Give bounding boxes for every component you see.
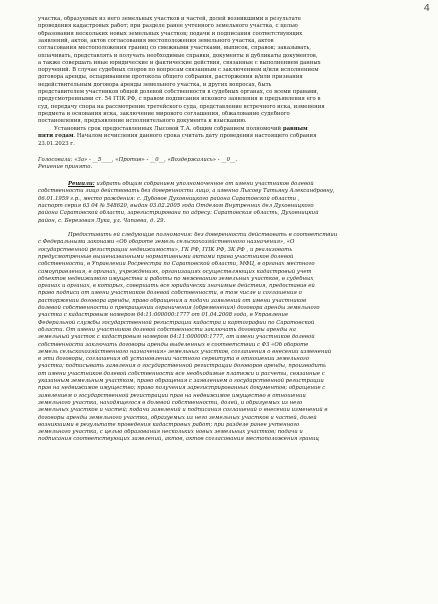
powers-line: участка с кадастровым номером 64:11:000000:1777 от 01.04.2008 года, в Управление	[38, 312, 289, 319]
powers-line: предусмотренные вышеназванными нормативными актами права участников долевой	[38, 253, 294, 260]
powers-line: долевой собственности о прекращении ограничения (обременения) договора аренды земельного	[38, 305, 320, 311]
paragraph-1-line: а также совершать иные юридические и фактические действия, связанные с выполнением данных	[38, 59, 321, 66]
powers-line: земельный участок с кадастровым номером 64:11:000000:1777, от имени участников долевой	[38, 334, 315, 341]
powers-line: земель сельскохозяйственного назначения» земельных участков, соглашения о внесении изменений	[38, 348, 332, 355]
powers-line: земельного участка, с целью образования нескольких новых земельных участков; подачи и	[38, 429, 303, 436]
term-date: 23.01.2023 г.	[38, 140, 75, 147]
term-indent: Установить срок предоставленных Лысовой Т.А. общим собранием полномочий	[54, 126, 282, 132]
decision-line	[38, 188, 418, 195]
decision-text: района Саратовской области, зарегистрирована по адресу: Саратовская область, Духовницкий	[38, 210, 319, 217]
powers-line: объектов недвижимого имущества и работы по межеванию земельных участков, в судебных	[38, 275, 314, 282]
decision-text: собственности лицо действовать без доверенности лицо, а именно Лысову Татьяну Александровну,	[38, 188, 335, 195]
paragraph-1-line: недействительным договора аренды земельного участка, и других вопросах, быть	[38, 81, 272, 88]
paragraph-1-line: предусмотренными ст. 54 ГПК РФ, с правом подписания искового заявления и предъявления его в	[38, 96, 321, 103]
powers-line: участка; подписывать заявления о государственной регистрации договоров аренды, производить	[38, 363, 326, 370]
powers-line: расторжении договора аренды, право обращения и подачи заявлений от имени участников	[38, 297, 307, 304]
paragraph-1-line: постановления, предъявление исполнительного документа к взысканию.	[38, 118, 247, 125]
paragraph-1-line: поручений. В случае судебных споров по вопросам связанным с заключением и/или исполнением	[38, 67, 319, 74]
paragraph-1-line: участка, образуемых из него земельных участков и частей, долей возникшими в результате	[38, 16, 301, 22]
decision-line	[38, 203, 418, 210]
term-line-2	[38, 133, 418, 140]
powers-line: заявлением о государственной регистрации прав на недвижимое имущество в отношении	[38, 392, 306, 399]
powers-line: собственности заключать договоры аренды выделенных в соответствии с ФЗ «Об обороте	[38, 341, 309, 348]
decision-line	[38, 196, 418, 203]
paragraph-1-line: суд, передачу спора на рассмотрение третейского суда, представление встречного иска, изменения	[38, 103, 325, 110]
powers-line: Предоставить ей следующие полномочия: без доверенности действовать в соответствии	[68, 232, 338, 238]
powers-line: земельного участка, находящегося в долевой собственности, долей, и образуемых из него	[38, 399, 303, 406]
decision-text: район, с. Березовая Лука, ул. Чапаева, д. 29.	[38, 217, 166, 224]
paragraph-1-line: предмета и основания иска, заключение мирового соглашения, обжалование судебного	[38, 110, 290, 117]
powers-line: от имени участников долевой собственности все необходимые платежи и расчеты, связанные с	[38, 370, 325, 377]
powers-line: Федеральной службы государственной регистрации кадастра и картографии по Саратовской	[38, 319, 315, 326]
powers-line: с Федеральными законами «Об обороте земель сельскохозяйственного назначения», «О	[38, 239, 295, 246]
powers-line: в эти договоры, соглашения об установлении частного сервитута в отношении земельного	[38, 356, 309, 363]
vote-line-1: Голосовали: «За» - __5____, «Против» - __0__, «Воздержались» - __0__.	[38, 157, 238, 163]
page-number: 4	[423, 3, 430, 14]
powers-line: подписания соответствующих заявлений, актов, актов согласования местоположения границ	[38, 436, 320, 443]
powers-line: органах и органах, в которых, совершать все юридически значимые действия, предоставив ей	[38, 283, 315, 290]
term-rest: . Началом исчисления данного срока считать дату проведения настоящего собрания	[73, 133, 317, 140]
powers-line: указанным земельным участком, право обращения с заявлением о государственной регистрации	[38, 378, 324, 384]
paragraph-1-line: договора аренды, оспариванием протокола общего собрания, расторжения и/или признания	[38, 74, 303, 81]
paragraph-1-line: образования нескольких новых земельных участков; подачи и подписания соответствующих	[38, 30, 303, 37]
paragraph-1-line: оплачивать, представлять и получать необходимые справки, документы и дубликаты документов,	[38, 52, 318, 59]
powers-line: возникшими в результате проведения кадастровых работ; при разделе ранее учтенного	[38, 421, 300, 428]
decision-line	[68, 181, 418, 188]
powers-line: собственности, в Управлении Росреестра по Саратовской области, МФЦ, в органах местного	[38, 261, 315, 268]
decision-text: паспорт серия 63 04 № 548620, выдан 03.02.2005 года Отделом Внутренних дел Духовницкого	[38, 202, 314, 209]
powers-line: земельных участков и частей; подачи заявлений и подписания соглашений о внесении изменений в	[38, 407, 328, 414]
term-line-1	[54, 126, 418, 133]
term-bold-a: равным	[282, 126, 308, 132]
powers-line: государственной регистрации недвижимости», ГК РФ, ГПК РФ, ЗК РФ , и реализовать	[38, 246, 293, 253]
term-bold-b: пяти годам	[38, 133, 74, 140]
paragraph-1-line: проведения кадастровых работ; при разделе ранее учтенного земельного участка, с целью	[38, 23, 298, 30]
vote-result-1: Решение принято.	[38, 164, 93, 171]
decision-line	[38, 218, 418, 225]
decision-label: Решили:	[68, 181, 95, 187]
powers-line: прав на недвижимое имущество; право получения зарегистрированных документов; обращение с	[38, 385, 326, 392]
decision-line	[38, 210, 418, 217]
term-line-3	[38, 141, 418, 148]
powers-line: договоры аренды земельного участка, образуемых из него земельных участков и частей, долей	[38, 414, 317, 421]
decision-text: 06.01.1959 г.р., место рождения: с. Дубовое Духовницкого района Саратовской области ,	[38, 195, 300, 202]
decision-text: избрать общим собранием уполномоченное от имени участников долевой	[94, 181, 314, 187]
paragraph-1-line: представителем участников общей долевой собственности в судебных органах, со всеми правами,	[38, 89, 319, 95]
paragraph-1-line: согласования местоположения границ со смежными участками, выписок, справок; заказывать,	[38, 45, 311, 52]
powers-line: право подписи от имени участников долевой собственности, в том числе и соглашения о	[38, 290, 302, 297]
powers-line: самоуправления, в органах, учреждениях, организациях осуществляющих кадастровый учет	[38, 268, 312, 275]
paragraph-1-line: заявлений, актов, актов согласования местоположения земельного участка, актов	[38, 37, 274, 44]
powers-line: области. От имени участников долевой собственности заключать договоры аренды на	[38, 326, 296, 333]
